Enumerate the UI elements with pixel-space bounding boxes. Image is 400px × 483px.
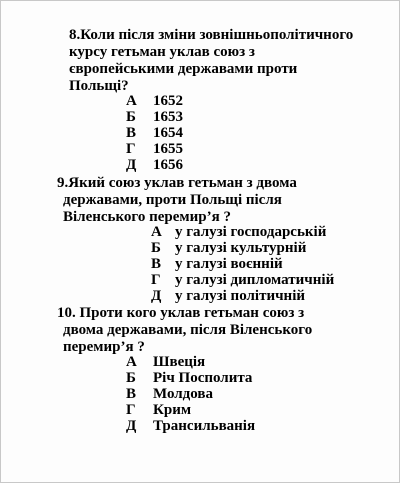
option-letter: А bbox=[126, 354, 137, 370]
answer-option bbox=[126, 109, 183, 125]
option-letter: Д bbox=[126, 418, 137, 434]
option-text: у галузі воєнній bbox=[175, 256, 283, 272]
answer-options-8 bbox=[126, 93, 183, 173]
option-letter: В bbox=[126, 386, 137, 402]
answer-option bbox=[126, 125, 183, 141]
answer-option bbox=[151, 256, 334, 272]
option-letter: Б bbox=[126, 370, 136, 386]
option-text: у галузі політичній bbox=[175, 288, 306, 304]
option-text: у галузі культурній bbox=[175, 240, 307, 256]
question-10 bbox=[57, 305, 377, 356]
option-letter: Б bbox=[126, 109, 136, 125]
question-9 bbox=[57, 175, 377, 226]
option-letter: В bbox=[151, 256, 162, 272]
answer-option bbox=[126, 386, 255, 402]
option-text: Крим bbox=[153, 402, 192, 418]
option-letter: Г bbox=[151, 272, 161, 288]
answer-options-9 bbox=[151, 224, 334, 304]
option-letter: В bbox=[126, 125, 137, 141]
question-text-line: перемир’я ? bbox=[63, 339, 145, 355]
option-letter: Г bbox=[126, 402, 136, 418]
answer-option bbox=[151, 240, 334, 256]
answer-option bbox=[126, 141, 183, 157]
question-text-line: Віленського перемир’я ? bbox=[63, 209, 231, 225]
question-text-line: двома державами, після Віленського bbox=[63, 322, 313, 338]
answer-options-10 bbox=[126, 354, 255, 434]
answer-option bbox=[126, 402, 255, 418]
option-text: 1655 bbox=[153, 141, 183, 157]
question-text-line: 8.Коли після зміни зовнішньополітичного bbox=[69, 27, 354, 43]
answer-option bbox=[126, 370, 255, 386]
question-text-line: Польщі? bbox=[69, 78, 129, 94]
option-text: у галузі дипломатичній bbox=[175, 272, 335, 288]
option-letter: Д bbox=[126, 157, 137, 173]
option-text: 1654 bbox=[153, 125, 183, 141]
option-text: Швеція bbox=[153, 354, 206, 370]
answer-option bbox=[126, 418, 255, 434]
option-text: Річ Посполита bbox=[153, 370, 253, 386]
option-text: Трансильванія bbox=[153, 418, 256, 434]
option-text: 1656 bbox=[153, 157, 183, 173]
option-letter: А bbox=[126, 93, 137, 109]
option-letter: Г bbox=[126, 141, 136, 157]
option-text: 1653 bbox=[153, 109, 183, 125]
answer-option bbox=[126, 157, 183, 173]
answer-option bbox=[126, 93, 183, 109]
option-text: Молдова bbox=[153, 386, 213, 402]
answer-option bbox=[126, 354, 255, 370]
option-letter: А bbox=[151, 224, 162, 240]
question-text-line: 10. Проти кого уклав гетьман союз з bbox=[57, 305, 305, 321]
answer-option bbox=[151, 272, 334, 288]
question-text-line: 9.Який союз уклав гетьман з двома bbox=[57, 175, 297, 191]
option-letter: Д bbox=[151, 288, 162, 304]
question-text-line: курсу гетьман уклав союз з bbox=[69, 44, 255, 60]
question-text-line: європейськими державами проти bbox=[69, 61, 298, 77]
option-letter: Б bbox=[151, 240, 161, 256]
question-text-line: державами, проти Польщі після bbox=[63, 192, 282, 208]
answer-option bbox=[151, 224, 334, 240]
answer-option bbox=[151, 288, 334, 304]
option-text: у галузі господарській bbox=[175, 224, 327, 240]
question-8 bbox=[69, 27, 389, 95]
option-text: 1652 bbox=[153, 93, 183, 109]
